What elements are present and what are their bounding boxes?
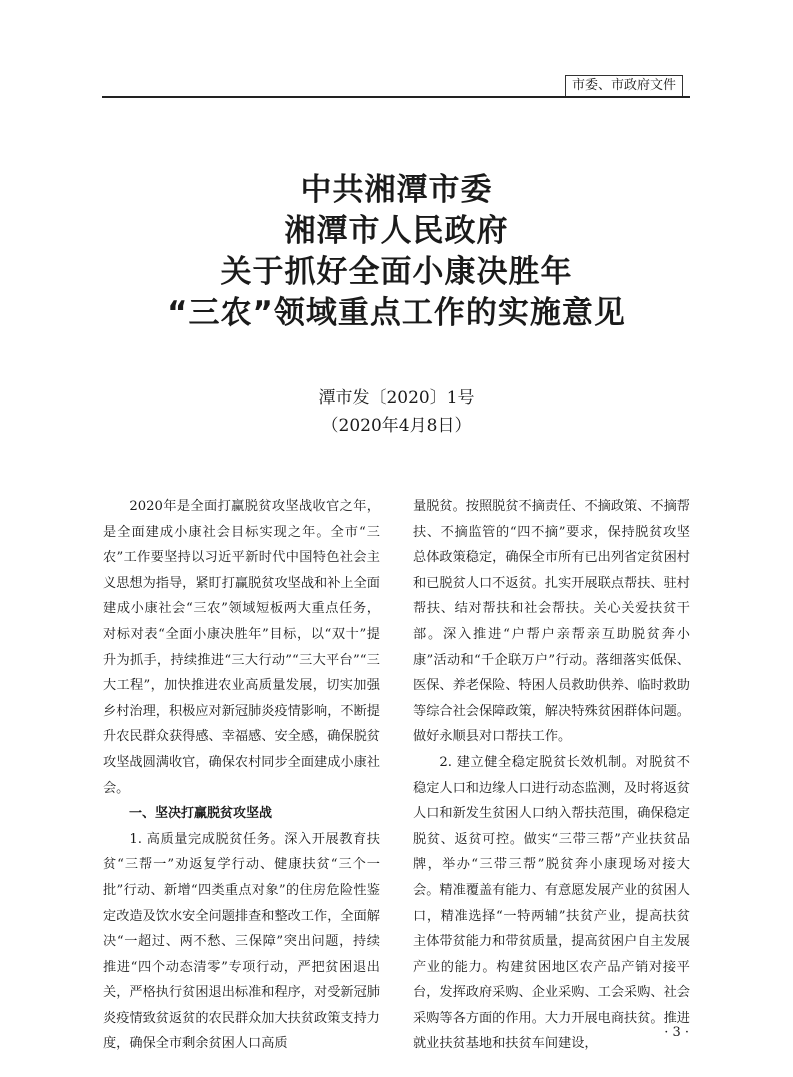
page-number: · 3 · [664,1025,689,1040]
header-rule [102,96,690,98]
title-line-4: “三农”领域重点工作的实施意见 [167,295,626,331]
left-column [103,494,380,1052]
section-tag: 市委、市政府文件 [565,75,683,97]
title-line-2: 湘潭市人民政府 [284,213,509,249]
body-text [103,494,690,1052]
section-heading: 一、坚决打赢脱贫攻坚战 [129,806,273,822]
document-number-block [0,384,793,440]
document-date: （2020年4月8日） [321,416,472,436]
right-column [413,494,690,1052]
document-number: 潭市发〔2020〕1号 [318,388,475,408]
title-line-1: 中共湘潭市委 [300,172,493,208]
paragraph: 量脱贫。按照脱贫不摘责任、不摘政策、不摘帮扶、不摘监管的“四不摘”要求，保持脱贫攻坚总体政策稳定，确保全市所有已出列省定贫困村和已脱贫人口不返贫。扎实开展联点帮扶、驻村帮扶、结对帮扶和社会帮扶。关心关爱扶贫干部。深入推进“户帮户亲帮亲互助脱贫奔小康”活动和“千企联万户”行动。落细落实低保、医保、养老保险、特困人员救助供养、临时救助等综合社会保障政策，解决特殊贫困群体问题。做好永顺县对口帮扶工作。 [413,499,690,745]
paragraph: 2. 建立健全稳定脱贫长效机制。对脱贫不稳定人口和边缘人口进行动态监测，及时将返贫人口和新发生贫困人口纳入帮扶范围，确保稳定脱贫、返贫可控。做实“三带三帮”产业扶贫品牌，举办“三带三帮”脱贫奔小康现场对接大会。精准覆盖有能力、有意愿发展产业的贫困人口，精准选择“一特两辅”扶贫产业，提高扶贫主体带贫能力和带贫质量，提高贫困户自主发展产业的能力。构建贫困地区农产品产销对接平台，发挥政府采购、企业采购、工会采购、社会采购等各方面的作用。大力开展电商扶贫。推进就业扶贫基地和扶贫车间建设， [413,754,690,1052]
paragraph: 2020年是全面打赢脱贫攻坚战收官之年，是全面建成小康社会目标实现之年。全市“三农”工作要坚持以习近平新时代中国特色社会主义思想为指导，紧盯打赢脱贫攻坚战和补上全面建成小康社会“三农”领域短板两大重点任务，对标对表“全面小康决胜年”目标，以“双十”提升为抓手，持续推进“三大行动”“三大平台”“三大工程”，加快推进农业高质量发展，切实加强乡村治理，积极应对新冠肺炎疫情影响，不断提升农民群众获得感、幸福感、安全感，确保脱贫攻坚战圆满收官，确保农村同步全面建成小康社会。 [103,499,380,796]
title-line-3: 关于抓好全面小康决胜年 [220,254,573,290]
paragraph: 1. 高质量完成脱贫任务。深入开展教育扶贫“三帮一”劝返复学行动、健康扶贫“三个一批”行动、新增“四类重点对象”的住房危险性鉴定改造及饮水安全问题排查和整改工作，全面解决“一超过、两不愁、三保障”突出问题，持续推进“四个动态清零”专项行动，严把贫困退出关，严格执行贫困退出标准和程序，对受新冠肺炎疫情致贫返贫的农民群众加大扶贫政策支持力度，确保全市剩余贫困人口高质 [103,831,380,1052]
document-title [0,170,793,334]
